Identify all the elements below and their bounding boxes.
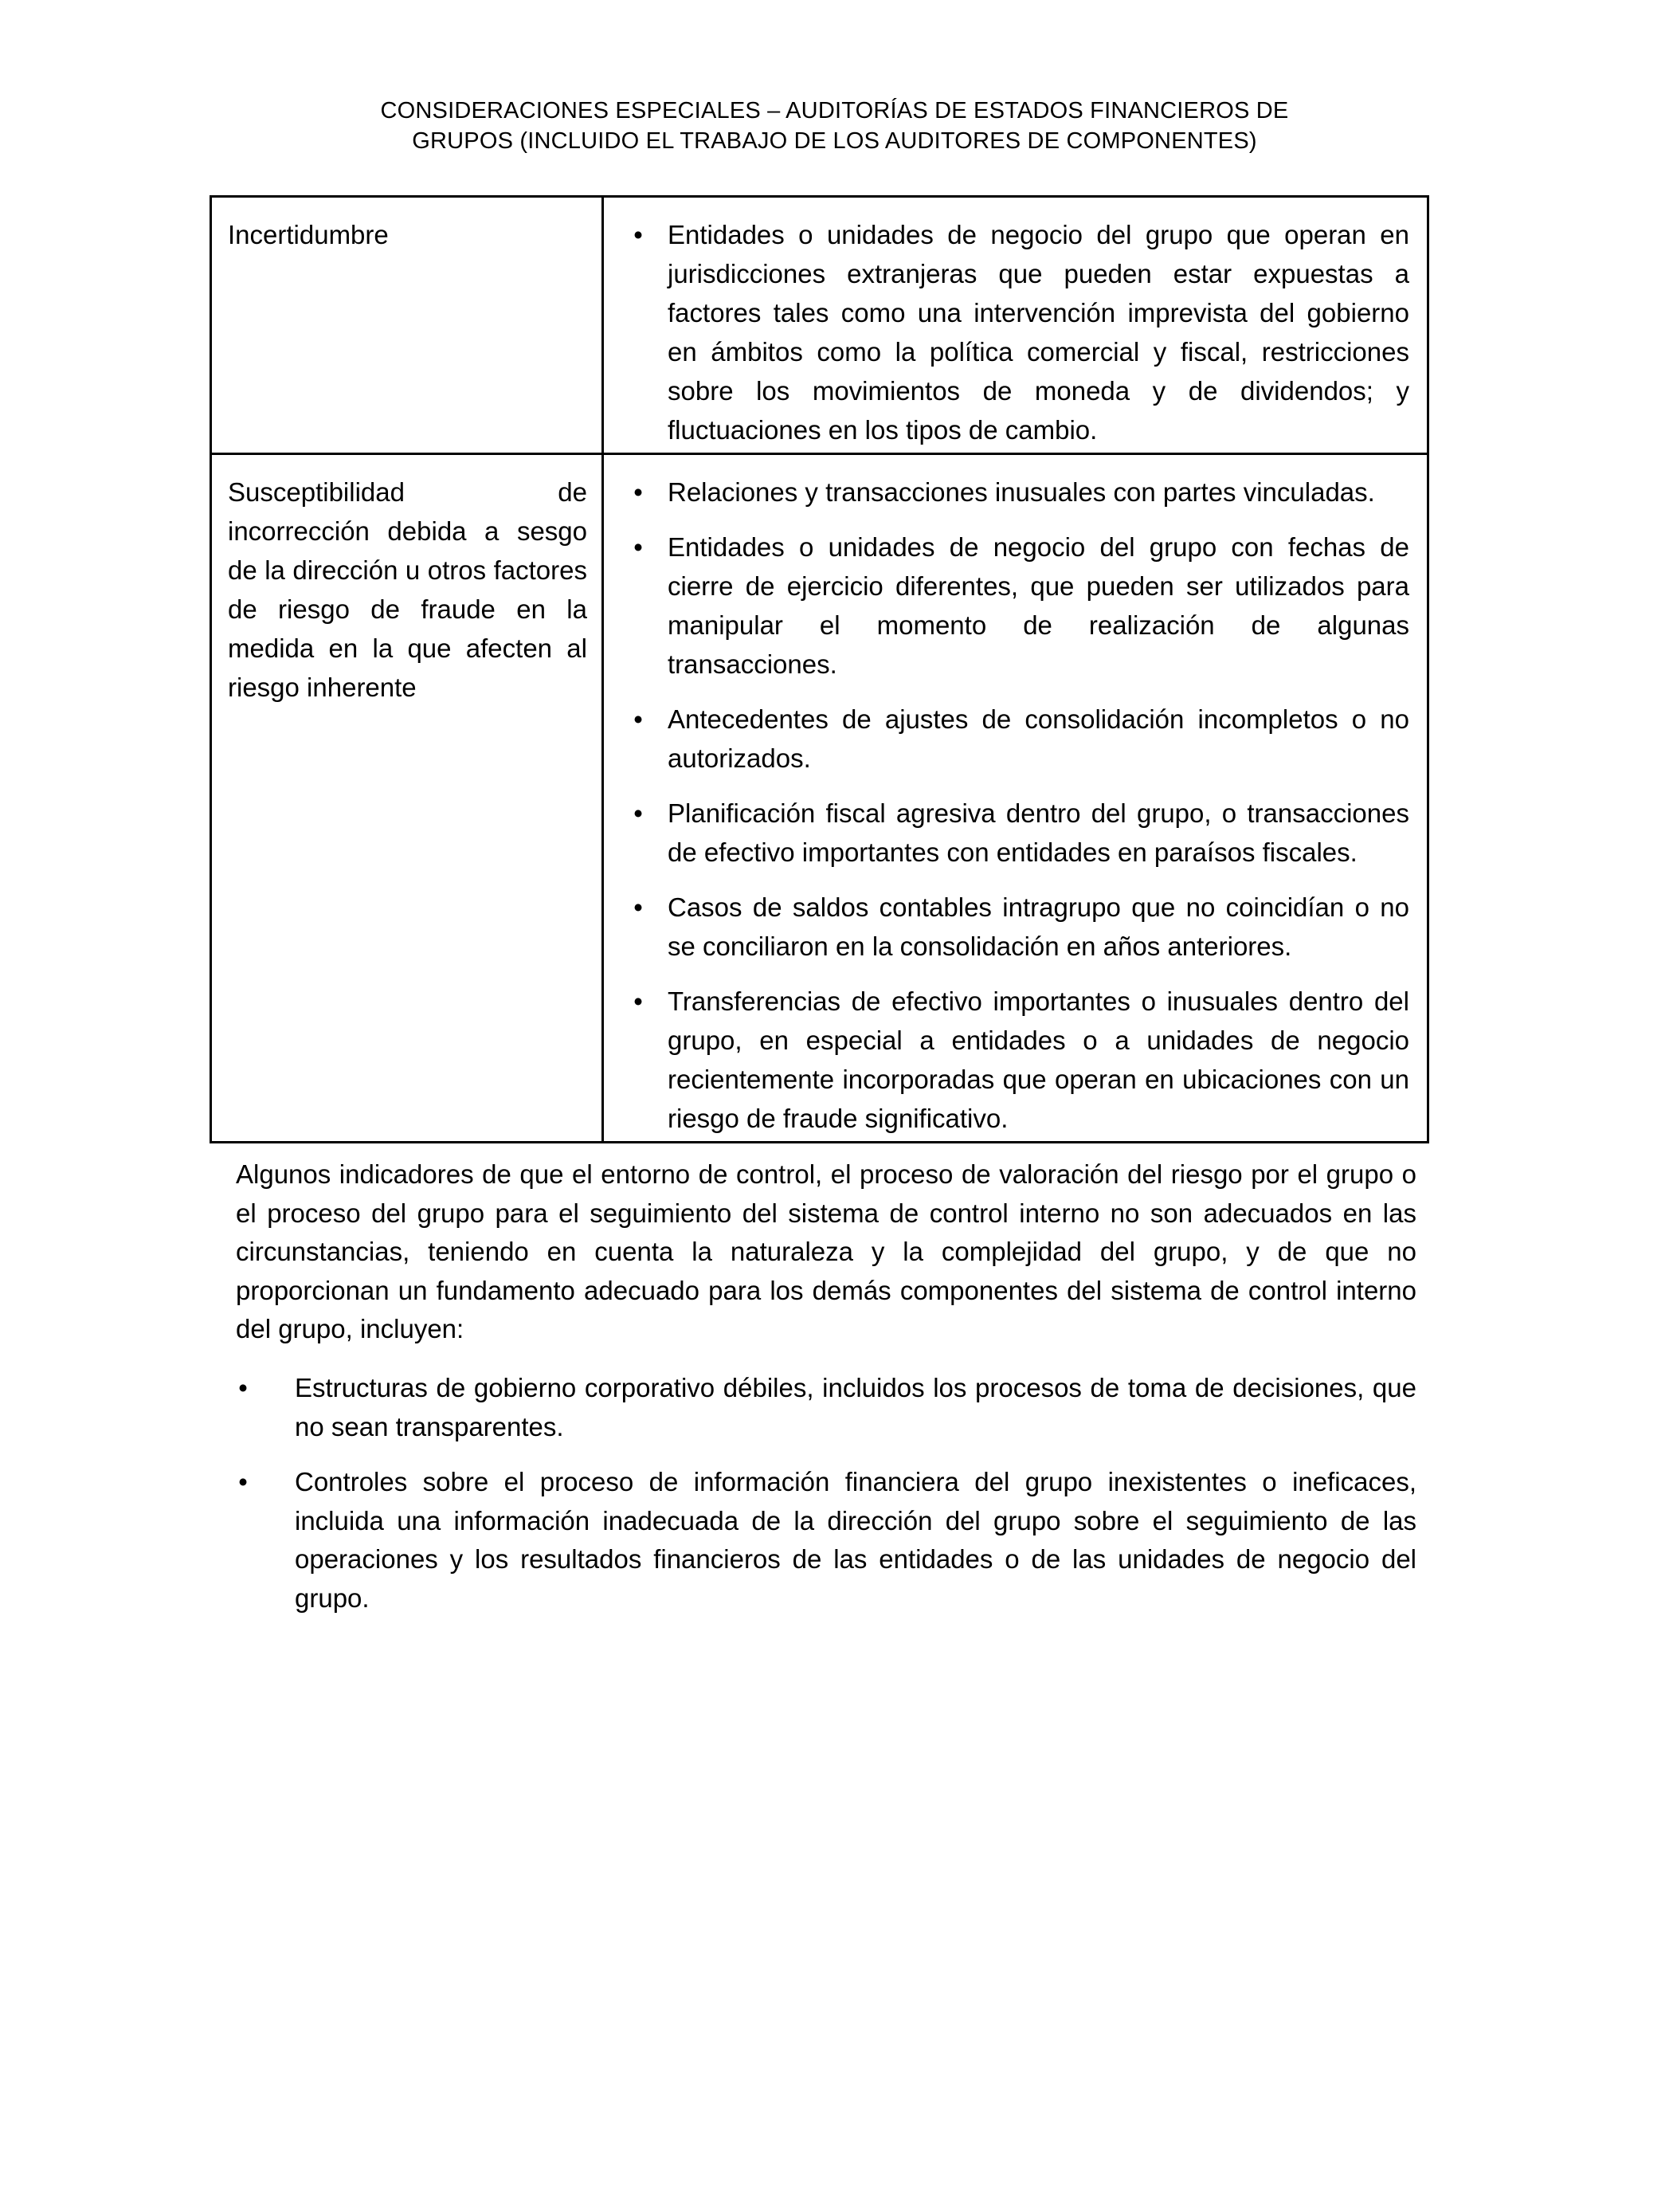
risk-factor-cell: Susceptibilidad de incorrección debida a sesgo de la dirección u otros factores de riesgo de fraude en la medida en la que afecten al riesgo inherente (211, 454, 603, 1143)
list-item (626, 473, 1409, 512)
list-item-text: Casos de saldos contables intragrupo que no coincidían o no se conciliaron en la consolidación en años anteriores. (668, 892, 1409, 961)
list-item (236, 1369, 1416, 1446)
bullet-icon: • (238, 1373, 248, 1402)
bullet-icon: • (633, 477, 643, 507)
list-item (626, 982, 1409, 1138)
bullet-icon: • (633, 704, 643, 734)
list-item-text: Estructuras de gobierno corporativo débiles, incluidos los procesos de toma de decisiones, que no sean transparentes. (295, 1373, 1416, 1441)
list-item-text: Relaciones y transacciones inusuales con partes vinculadas. (668, 477, 1375, 507)
list-item (236, 1463, 1416, 1618)
list-item-text: Controles sobre el proceso de información financiera del grupo inexistentes o ineficaces, incluida una información inadecuada de la dirección del grupo sobre el seguimiento de las operaciones y los resultados financieros de las entidades o de las unidades de negocio del grupo. (295, 1467, 1416, 1613)
list-item-text: Antecedentes de ajustes de consolidación incompletos o no autorizados. (668, 704, 1409, 773)
list-item-text: Entidades o unidades de negocio del grupo con fechas de cierre de ejercicio diferentes, que pueden ser utilizados para manipular el momento de realización de algunas transacciones. (668, 532, 1409, 679)
bullet-icon: • (633, 892, 643, 922)
conditions-list (626, 473, 1409, 1138)
indicators-list (236, 1369, 1416, 1634)
risk-factors-table (210, 195, 1429, 1143)
bullet-icon: • (238, 1467, 248, 1496)
conditions-cell (603, 454, 1428, 1143)
list-item-text: Planificación fiscal agresiva dentro del grupo, o transacciones de efectivo importantes con entidades en paraísos fiscales. (668, 798, 1409, 867)
page-header (0, 96, 1669, 156)
bullet-icon: • (633, 532, 643, 562)
list-item (626, 794, 1409, 872)
body-paragraph: Algunos indicadores de que el entorno de control, el proceso de valoración del riesgo por el grupo o el proceso del grupo para el seguimiento del sistema de control interno no son adecuados en las circunstancias, teniendo en cuenta la naturaleza y la complejidad del grupo, y de que no proporcionan un fundamento adecuado para los demás componentes del sistema de control interno del grupo, incluyen: (236, 1159, 1416, 1343)
list-item (626, 888, 1409, 966)
bullet-icon: • (633, 220, 643, 249)
conditions-list (626, 215, 1409, 449)
table-row (211, 454, 1428, 1143)
bullet-icon: • (633, 986, 643, 1016)
conditions-cell (603, 197, 1428, 454)
list-item (626, 215, 1409, 449)
risk-factor-cell: Incertidumbre (211, 197, 603, 454)
list-item (626, 528, 1409, 684)
table-row (211, 197, 1428, 454)
header-line-1: CONSIDERACIONES ESPECIALES – AUDITORÍAS DE ESTADOS FINANCIEROS DE (380, 98, 1289, 124)
list-item (626, 700, 1409, 778)
list-item-text: Entidades o unidades de negocio del grupo que operan en jurisdicciones extranjeras que pueden estar expuestas a factores tales como una intervención imprevista del gobierno en ámbitos como la política comercial y fiscal, restricciones sobre los movimientos de moneda y de dividendos; y fluctuaciones en los tipos de cambio. (668, 220, 1409, 445)
list-item-text: Transferencias de efectivo importantes o inusuales dentro del grupo, en especial a entidades o a unidades de negocio recientemente incorporadas que operan en ubicaciones con un riesgo de fraude significativo. (668, 986, 1409, 1133)
bullet-icon: • (633, 798, 643, 828)
header-line-2: GRUPOS (INCLUIDO EL TRABAJO DE LOS AUDITORES DE COMPONENTES) (412, 128, 1257, 154)
